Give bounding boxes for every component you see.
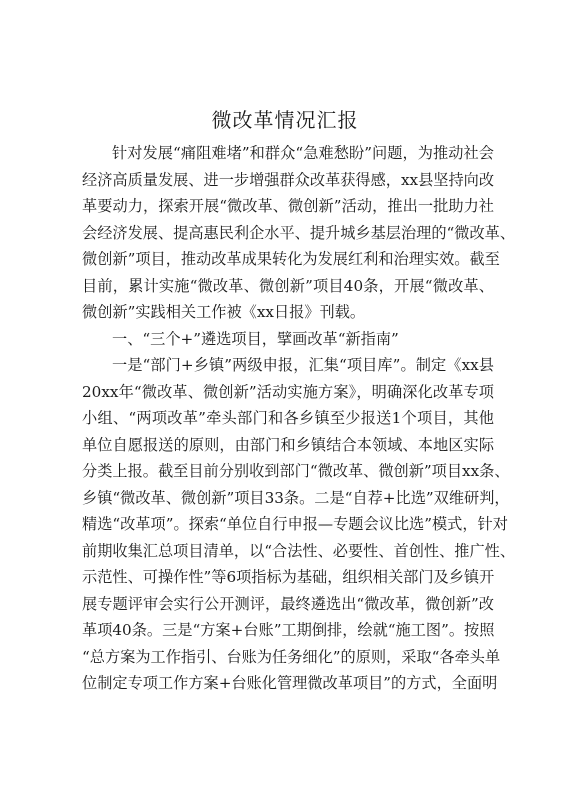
- text-line: 小组、“两项改革”牵头部门和各乡镇至少报送1个项目，其他: [82, 409, 494, 427]
- text-line: 乡镇“微改革、微创新”项目33条。二是“自荐+比选”双维研判，: [82, 488, 510, 507]
- text-line: “总方案为工作指引、台账为任务细化”的原则，采取“各牵头单: [82, 647, 501, 666]
- text-line: 经济高质量发展、进一步增强群众改革获得感，xx县坚持向改: [82, 170, 495, 189]
- text-line: 20xx年“微改革、微创新”活动实施方案》，明确深化改革专项: [82, 382, 494, 401]
- text-line: 目前，累计实施“微改革、微创新”项目40条，开展“微改革、: [82, 276, 494, 295]
- text-line: 位制定专项工作方案+台账化管理微改革项目”的方式，全面明: [82, 674, 498, 692]
- text-line: 微创新”项目，推动改革成果转化为发展红利和治理实效。截至: [82, 250, 500, 268]
- text-line: 展专题评审会实行公开测评，最终遴选出“微改革，微创新”改: [82, 594, 494, 613]
- text-line: 前期收集汇总项目清单，以“合法性、必要性、首创性、推广性、: [82, 541, 516, 560]
- text-line: 针对发展“痛阻难堵”和群众“急难愁盼”问题，为推动社会: [112, 144, 494, 162]
- text-line: 一、“三个+”遴选项目，擘画改革“新指南”: [112, 329, 399, 348]
- text-line: 示范性、可操作性”等6项指标为基础，组织相关部门及乡镇开: [82, 568, 495, 586]
- text-line: 革项40条。三是“方案+台账”工期倒排，绘就“施工图”。按照: [82, 621, 495, 639]
- text-line: 单位自愿报送的原则，由部门和乡镇结合本领域、本地区实际: [82, 435, 494, 454]
- document-body: [82, 140, 516, 697]
- text-line: 分类上报。截至目前分别收到部门“微改革、微创新”项目xx条、: [82, 462, 510, 480]
- text-line: 一是“部门+乡镇”两级申报，汇集“项目库”。制定《xx县: [112, 356, 494, 374]
- document-title: 微改革情况汇报: [211, 108, 359, 132]
- text-line: 会经济发展、提高惠民利企水平、提升城乡基层治理的“微改革、: [82, 223, 516, 242]
- text-line: 精选“改革项”。探索“单位自行申报—专题会议比选”模式，针对: [82, 515, 508, 533]
- text-line: 微创新”实践相关工作被《xx日报》刊载。: [82, 303, 366, 321]
- text-line: 革要动力，探索开展“微改革、微创新”活动，推出一批助力社: [82, 197, 494, 215]
